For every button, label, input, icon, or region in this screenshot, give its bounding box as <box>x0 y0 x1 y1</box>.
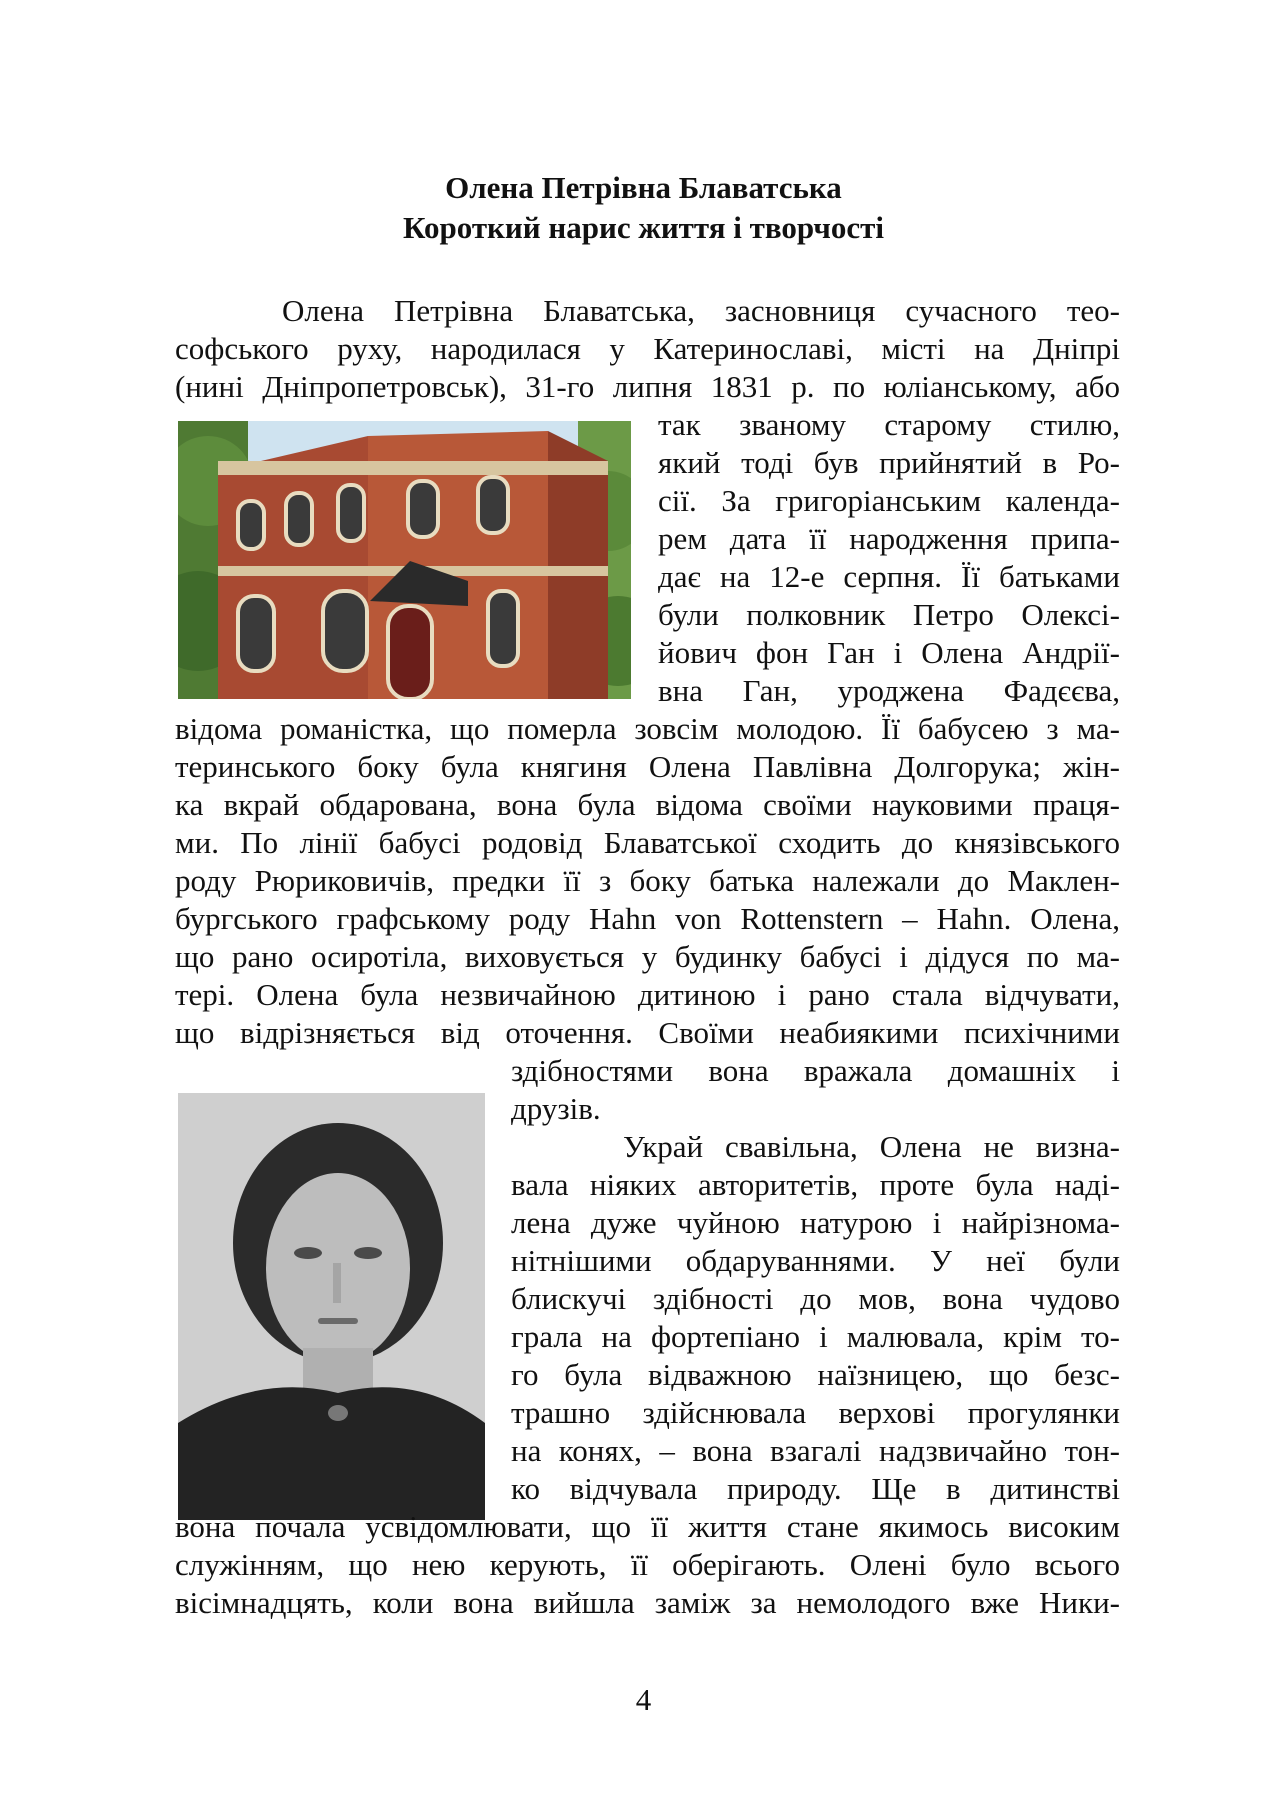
text-line: дає на 12-е серпня. Її батьками <box>658 559 1120 594</box>
text-line: на конях, – вона взагалі надзвичайно тон- <box>511 1433 1120 1468</box>
text-line: так званому старому стилю, <box>658 407 1120 442</box>
house-photo <box>178 421 631 699</box>
title-line-2: Короткий нарис життя і творчості <box>403 210 884 245</box>
text-line: вала ніяких авторитетів, проте була наді- <box>511 1167 1120 1202</box>
text-line: здібностями вона вражала домашніх і <box>511 1053 1120 1088</box>
text-line: (нині Дніпропетровськ), 31-го липня 1831 р. по юліанському, або <box>175 369 1120 404</box>
text-line: грала на фортепіано і малювала, крім то- <box>511 1319 1120 1354</box>
text-line: що рано осиротіла, виховується у будинку бабусі і дідуся по ма- <box>175 939 1120 974</box>
text-line: ка вкрай обдарована, вона була відома своїми науковими праця- <box>175 787 1120 822</box>
text-line: ко відчувала природу. Ще в дитинстві <box>511 1471 1120 1506</box>
text-line: блискучі здібності до мов, вона чудово <box>511 1281 1120 1316</box>
text-line: тері. Олена була незвичайною дитиною і рано стала відчувати, <box>175 977 1120 1012</box>
text-line: роду Рюриковичів, предки її з боку батька належали до Маклен- <box>175 863 1120 898</box>
text-line: Олена Петрівна Блаватська, засновниця сучасного тео- <box>282 293 1120 328</box>
text-line: що відрізняється від оточення. Своїми неабиякими психічними <box>175 1015 1120 1050</box>
text-line: який тоді був прийнятий в Ро- <box>658 445 1120 480</box>
text-line: друзів. <box>511 1091 601 1126</box>
text-line: йович фон Ган і Олена Андрії- <box>658 635 1120 670</box>
title-line-1: Олена Петрівна Блаватська <box>445 170 842 205</box>
text-line: вна Ган, уроджена Фадєєва, <box>658 673 1120 708</box>
text-line: бургського графському роду Hahn von Rottenstern – Hahn. Олена, <box>175 901 1120 936</box>
page-number: 4 <box>635 1682 652 1717</box>
text-line: Украй свавільна, Олена не визна- <box>623 1129 1120 1164</box>
text-line: сії. За григоріанським календа- <box>658 483 1120 518</box>
text-line: нітнішими обдаруваннями. У неї були <box>511 1243 1120 1278</box>
text-line: теринського боку була княгиня Олена Павлівна Долгорука; жін- <box>175 749 1120 784</box>
text-line: ми. По лінії бабусі родовід Блаватської сходить до князівського <box>175 825 1120 860</box>
text-line: трашно здійснювала верхові прогулянки <box>511 1395 1120 1430</box>
text-line: відома романістка, що померла зовсім молодою. Її бабусею з ма- <box>175 711 1120 746</box>
text-line: рем дата її народження припа- <box>658 521 1120 556</box>
text-line: були полковник Петро Олексі- <box>658 597 1120 632</box>
text-line: вісімнадцять, коли вона вийшла заміж за немолодого вже Ники- <box>175 1585 1120 1620</box>
text-line: го була відважною наїзницею, що безс- <box>511 1357 1120 1392</box>
text-line: вона почала усвідомлювати, що її життя стане якимось високим <box>175 1509 1120 1544</box>
text-line: лена дуже чуйною натурою і найрізнома- <box>511 1205 1120 1240</box>
portrait-photo <box>178 1093 485 1520</box>
text-line: софського руху, народилася у Катеринославі, місті на Дніпрі <box>175 331 1120 366</box>
text-line: служінням, що нею керують, її оберігають. Олені було всього <box>175 1547 1120 1582</box>
